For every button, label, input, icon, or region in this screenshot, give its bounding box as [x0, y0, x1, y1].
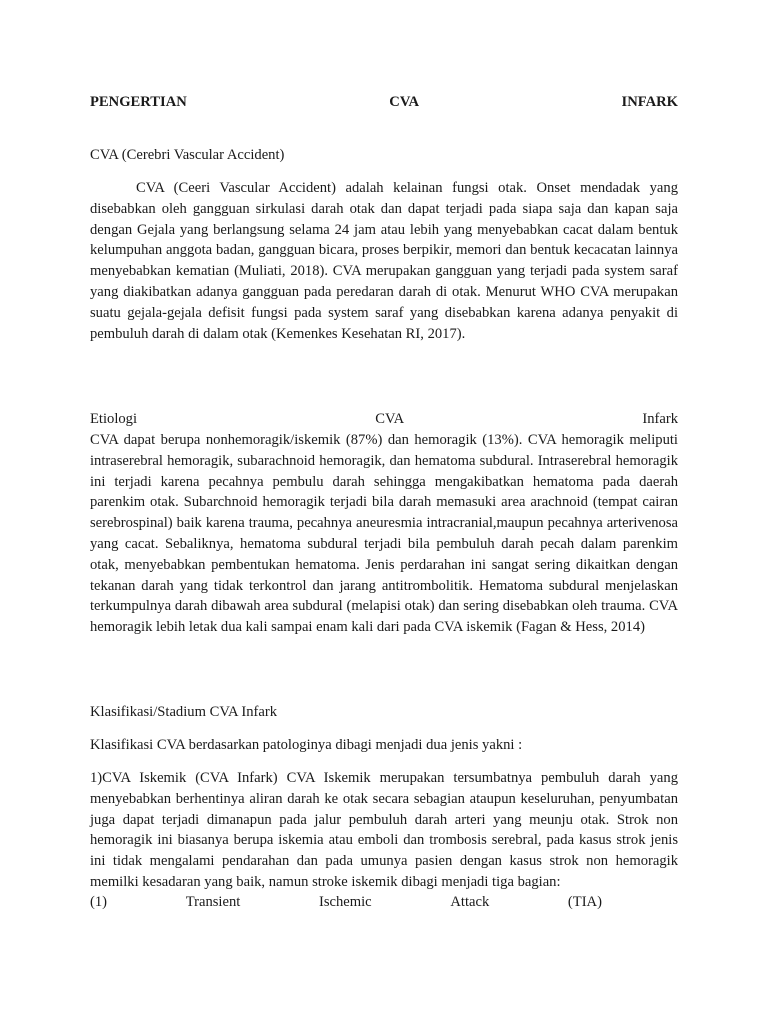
etiologi-word-1: Etiologi — [90, 411, 138, 427]
document-title — [90, 92, 678, 113]
paragraph-definition: CVA (Ceeri Vascular Accident) adalah kelainan fungsi otak. Onset mendadak yang disebabkan oleh gangguan sirkulasi darah otak dan dapat terjadi pada siapa saja dan kapan saja dengan Gejala yang berlangsung selama 24 jam atau lebih yang menyebabkan cacat dalam bentuk kelumpuhan anggota badan, gangguan bicara, proses berpikir, memori dan bentuk kecacatan lainnya menyebabkan kematian (Muliati, 2018). CVA merupakan gangguan yang terjadi pada system saraf yang diakibatkan adanya gangguan pada peredaran darah di otak. Menurut WHO CVA merupakan suatu gejala-gejala defisit fungsi pada system saraf yang disebabkan karena adanya penyakit di pembuluh darah di dalam otak (Kemenkes Kesehatan RI, 2017). — [90, 180, 678, 342]
etiologi-heading — [90, 409, 678, 430]
list-item-word-4: Attack — [450, 894, 490, 910]
list-item-tia — [90, 892, 678, 913]
list-item-word-2: Transient — [185, 894, 241, 910]
title-word-infark: INFARK — [621, 94, 678, 110]
list-item-word-1: (1) — [90, 894, 108, 910]
klasifikasi-heading: Klasifikasi/Stadium CVA Infark — [90, 704, 278, 720]
paragraph-cva-iskemik: 1)CVA Iskemik (CVA Infark) CVA Iskemik merupakan tersumbatnya pembuluh darah yang menyebabkan berhentinya aliran darah ke otak secara sebagian ataupun keseluruhan, penyumbatan juga dapat terjadi dimanapun pada jalur pembuluh darah arteri yang meunju otak. Strok non hemoragik ini biasanya berupa iskemia atau emboli dan trombosis serebral, pada kasus strok jenis ini tidak mengalami pendarahan dan pada umunya pasien dengan kasus strok non hemoragik memilki kesadaran yang baik, namun stroke iskemik dibagi menjadi tiga bagian: — [90, 770, 678, 890]
etiologi-word-3: Infark — [642, 411, 678, 427]
subtitle: CVA (Cerebri Vascular Accident) — [90, 147, 285, 163]
title-word-cva: CVA — [389, 94, 420, 110]
list-item-word-5: (TIA) — [567, 894, 602, 910]
paragraph-etiologi: CVA dapat berupa nonhemoragik/iskemik (87%) dan hemoragik (13%). CVA hemoragik meliputi intraserebral hemoragik, subarachnoid hemoragik, dan hematoma subdural. Intraserebral hemoragik ini terjadi karena pecahnya pembulu darah sehingga mengakibatkan hematoma pada daerah parenkim otak. Subarchnoid hemoragik terjadi bila darah memasuki area arachnoid (tempat cairan serebrospinal) baik karena trauma, pecahnya aneuresmia intracranial,maupun pecahnya arterivenosa yang cacat. Sebaliknya, hematoma subdural terjadi bila pembuluh darah pecah dalam parenkim otak, menyebabkan pembentukan hematoma. Jenis perdarahan ini sangat sering dikaitkan dengan tekanan darah yang tidak terkontrol dan jarang antitrombolitik. Hematoma subdural menjelaskan terkumpulnya darah dibawah area subdural (melapisi otak) dan sering disebabkan oleh trauma. CVA hemoragik lebih letak dua kali sampai enam kali dari pada CVA iskemik (Fagan & Hess, 2014) — [90, 432, 678, 636]
paragraph-klasifikasi-intro: Klasifikasi CVA berdasarkan patologinya dibagi menjadi dua jenis yakni : — [90, 737, 523, 753]
title-word-pengertian: PENGERTIAN — [90, 94, 187, 110]
list-item-word-3: Ischemic — [318, 894, 372, 910]
etiologi-word-2: CVA — [375, 411, 405, 427]
